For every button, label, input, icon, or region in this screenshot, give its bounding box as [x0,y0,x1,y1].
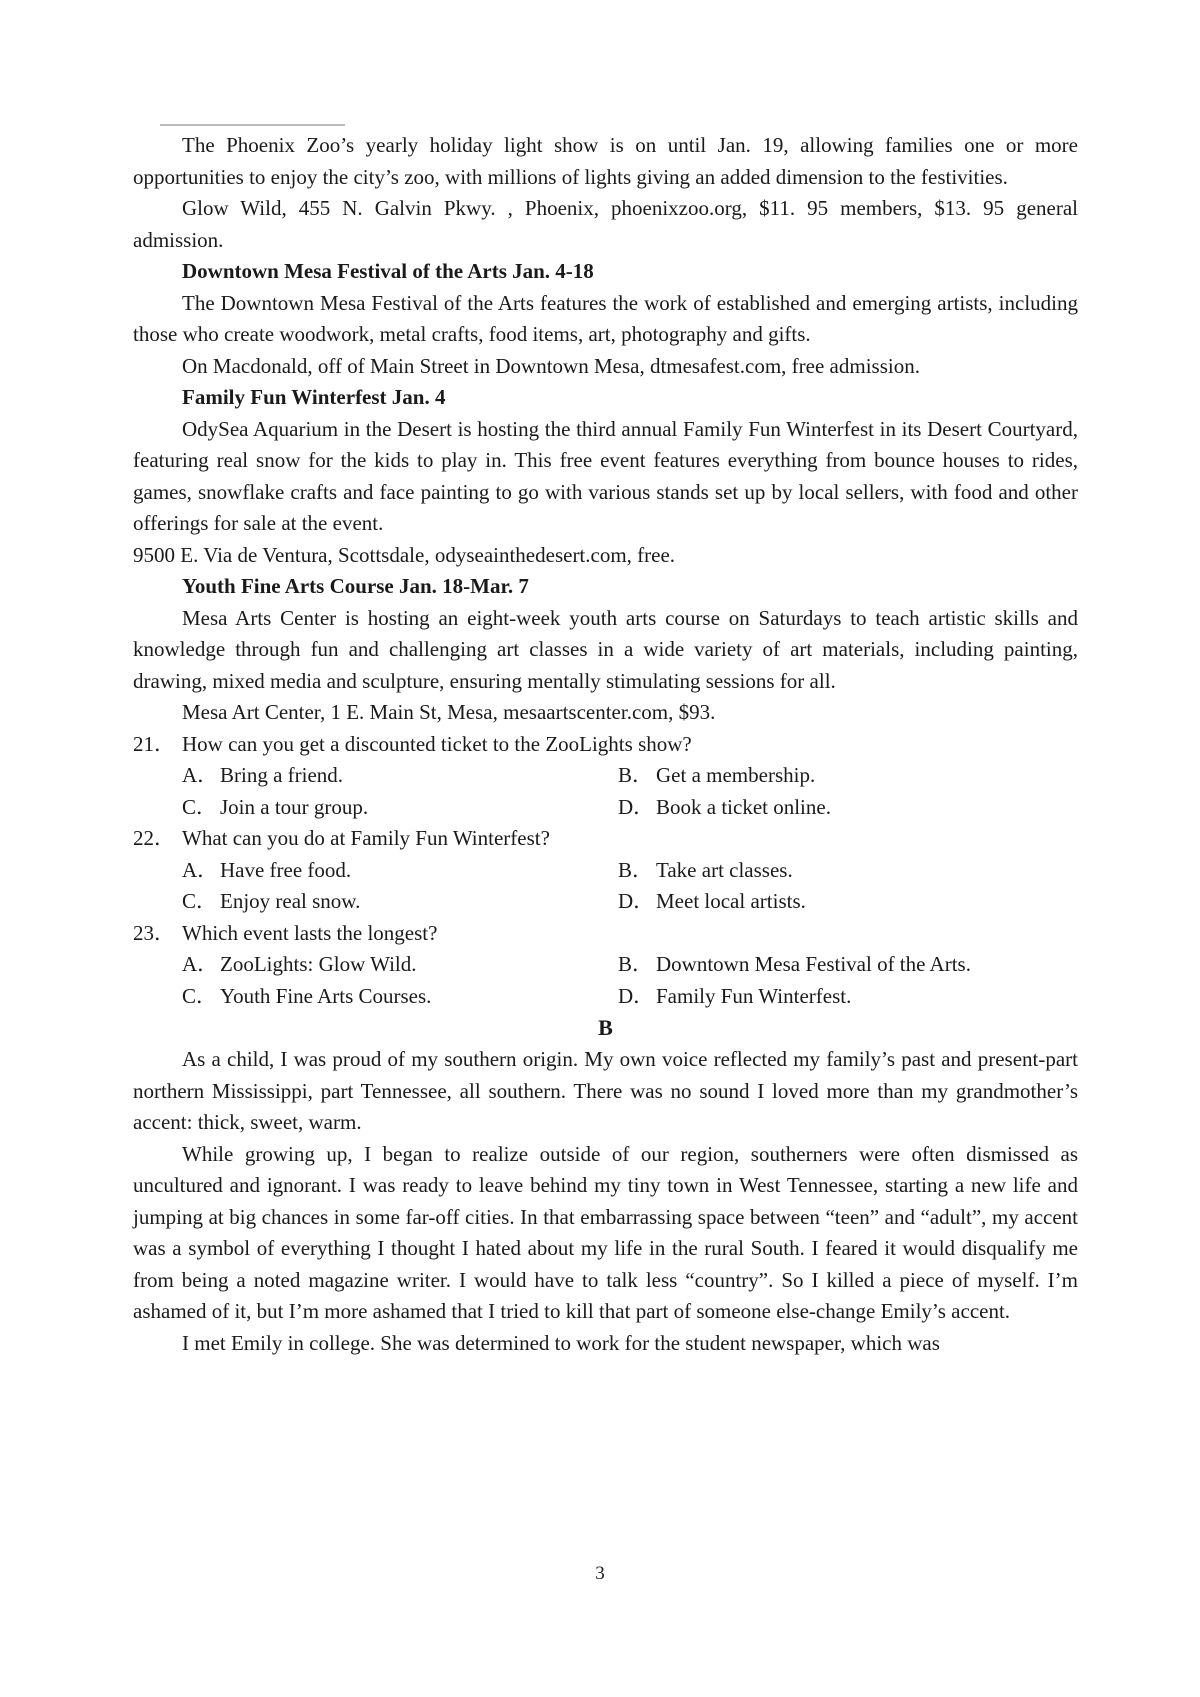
option-text: Family Fun Winterfest. [656,983,852,1008]
option-text: Downtown Mesa Festival of the Arts. [656,952,971,976]
mesa-festival-info: On Macdonald, off of Main Street in Downtown Mesa, dtmesafest.com, free admission. [182,353,920,378]
zoo-description: The Phoenix Zoo’s yearly holiday light show is on until Jan. 19, allowing families one or more opportunities to enjoy the city’s zoo, with millions of lights giving an added dimension to the festivities. [133,133,1078,189]
option-letter: D． [618,983,655,1008]
question-21 [133,729,1078,761]
question-text: What can you do at Family Fun Winterfest? [182,826,550,850]
option-d [618,792,1078,824]
question-text: Which event lasts the longest? [182,920,438,945]
youth-course-heading: Youth Fine Arts Course Jan. 18-Mar. 7 [182,574,529,598]
page-number: 3 [595,1563,605,1584]
option-letter: D． [618,889,655,913]
option-letter: C． [182,794,218,819]
option-letter: C． [182,983,218,1008]
option-text: Meet local artists. [656,889,806,913]
question-text: How can you get a discounted ticket to the ZooLights show? [182,731,692,756]
option-text: Join a tour group. [220,794,369,819]
passage-b-paragraph: As a child, I was proud of my southern origin. My own voice reflected my family’s past and present-part northern Mississippi, part Tennessee, all southern. There was no sound I loved more than my grandmother’s accent: thick, sweet, warm. [133,1047,1078,1134]
question-number: 22． [133,826,175,850]
zoo-info: Glow Wild, 455 N. Galvin Pkwy. , Phoenix, phoenixzoo.org, $11. 95 members, $13. 95 general admission. [133,196,1078,252]
scan-mark [160,124,345,126]
option-letter: B． [618,857,654,882]
option-c [182,792,618,824]
winterfest-heading: Family Fun Winterfest Jan. 4 [182,385,446,409]
option-letter: C． [182,889,218,913]
option-letter: A． [182,763,219,787]
option-letter: A． [182,952,219,976]
winterfest-info: 9500 E. Via de Ventura, Scottsdale, odyseainthedesert.com, free. [133,542,676,567]
option-c [182,886,618,918]
youth-course-description: Mesa Arts Center is hosting an eight-week youth arts course on Saturdays to teach artistic skills and knowledge through fun and challenging art classes in a wide variety of art materials, including painting, drawing, mixed media and sculpture, ensuring mentally stimulating sessions for all. [133,605,1078,693]
option-a [182,855,618,887]
document-page [133,130,1078,1359]
question-22-options [133,855,1078,918]
option-b [618,760,1078,792]
option-text: Get a membership. [656,763,816,787]
question-21-options [133,760,1078,823]
option-letter: B． [618,763,654,787]
option-letter: B． [618,952,654,976]
option-letter: A． [182,857,219,882]
passage-b-label: B [598,1015,613,1040]
passage-b-paragraph: I met Emily in college. She was determined to work for the student newspaper, which was [182,1330,940,1355]
option-text: ZooLights: Glow Wild. [220,952,417,976]
option-d [618,981,1078,1013]
option-text: Have free food. [220,857,352,882]
option-letter: D． [618,794,655,819]
option-b [618,855,1078,887]
option-text: Take art classes. [656,857,793,882]
mesa-festival-description: The Downtown Mesa Festival of the Arts features the work of established and emerging artists, including those who create woodwork, metal crafts, food items, art, photography and gifts. [133,290,1078,346]
question-22 [133,823,1078,855]
option-a [182,760,618,792]
option-text: Enjoy real snow. [220,889,361,913]
youth-course-info: Mesa Art Center, 1 E. Main St, Mesa, mesaartscenter.com, $93. [182,700,716,724]
mesa-festival-heading: Downtown Mesa Festival of the Arts Jan. 4-18 [182,259,594,283]
option-text: Book a ticket online. [656,794,831,819]
question-number: 23． [133,920,175,945]
option-text: Bring a friend. [220,763,344,787]
question-23 [133,918,1078,950]
option-a [182,949,618,981]
option-b [618,949,1078,981]
option-d [618,886,1078,918]
winterfest-description: OdySea Aquarium in the Desert is hosting the third annual Family Fun Winterfest in its Desert Courtyard, featuring real snow for the kids to play in. This free event features everything from bounce houses to rides, games, snowflake crafts and face painting to go with various stands set up by local sellers, with food and other offerings for sale at the event. [133,416,1078,535]
passage-b-paragraph: While growing up, I began to realize outside of our region, southerners were often dismissed as uncultured and ignorant. I was ready to leave behind my tiny town in West Tennessee, starting a new life and jumping at big chances in some far-off cities. In that embarrassing space between “teen” and “adult”, my accent was a symbol of everything I thought I hated about my life in the rural South. I feared it would disqualify me from being a noted magazine writer. I would have to talk less “country”. So I killed a piece of myself. I’m ashamed of it, but I’m more ashamed that I tried to kill that part of someone else-change Emily’s accent. [133,1141,1078,1323]
question-number: 21． [133,731,175,756]
option-text: Youth Fine Arts Courses. [220,983,432,1008]
question-23-options [133,949,1078,1012]
option-c [182,981,618,1013]
